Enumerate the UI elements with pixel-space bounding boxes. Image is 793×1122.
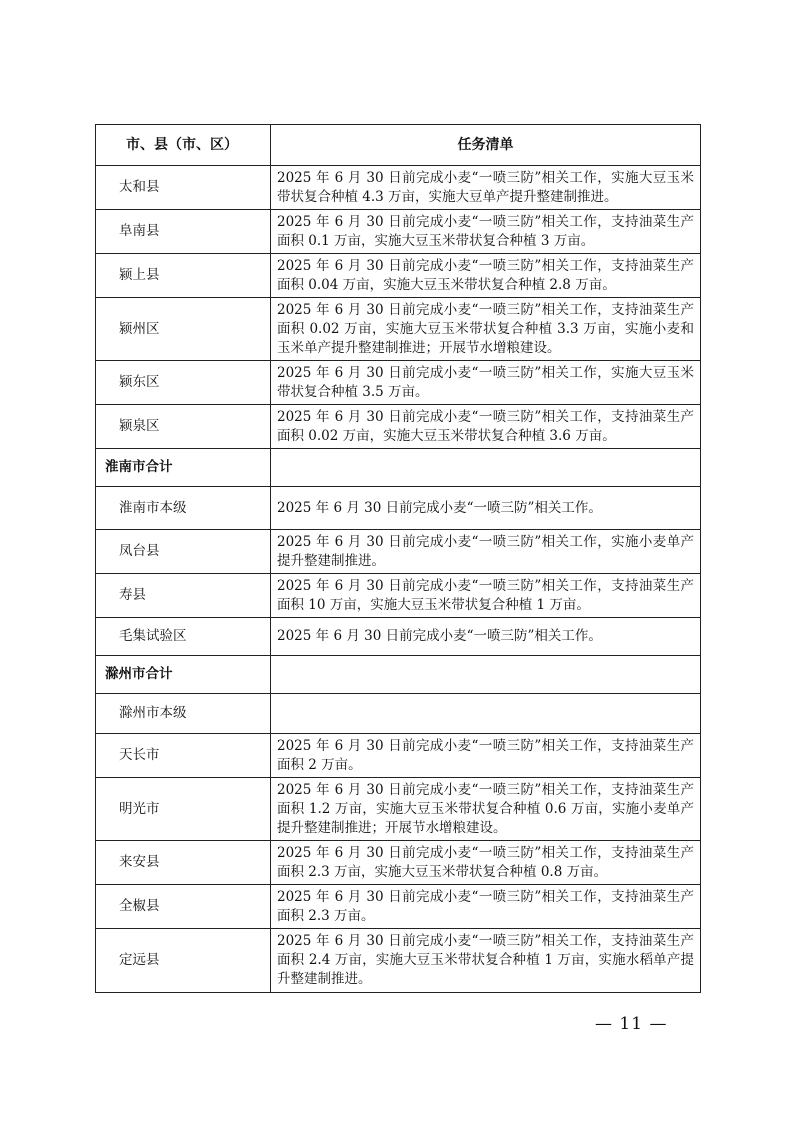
table-row bbox=[96, 298, 701, 361]
region-name-cell: 全椒县 bbox=[96, 885, 271, 929]
task-cell bbox=[271, 656, 701, 694]
task-cell: 2025 年 6 月 30 日前完成小麦“一喷三防”相关工作，实施小麦单产提升整建制推进。 bbox=[271, 530, 701, 574]
region-name-cell: 定远县 bbox=[96, 929, 271, 993]
subtotal-row bbox=[96, 449, 701, 487]
region-name-cell: 淮南市合计 bbox=[96, 449, 271, 487]
task-cell bbox=[271, 694, 701, 734]
region-name-cell: 太和县 bbox=[96, 166, 271, 210]
table-row bbox=[96, 734, 701, 778]
table-row bbox=[96, 210, 701, 254]
task-list-table bbox=[95, 124, 701, 993]
table-row bbox=[96, 361, 701, 405]
table-body bbox=[96, 166, 701, 993]
task-cell: 2025 年 6 月 30 日前完成小麦“一喷三防”相关工作，支持油菜生产面积 2.3 万亩。 bbox=[271, 885, 701, 929]
region-name-cell: 颍州区 bbox=[96, 298, 271, 361]
task-cell: 2025 年 6 月 30 日前完成小麦“一喷三防”相关工作。 bbox=[271, 487, 701, 530]
table-row bbox=[96, 254, 701, 298]
region-name-cell: 颍东区 bbox=[96, 361, 271, 405]
region-name-cell: 毛集试验区 bbox=[96, 618, 271, 656]
task-cell: 2025 年 6 月 30 日前完成小麦“一喷三防”相关工作，支持油菜生产面积 0.02 万亩，实施大豆玉米带状复合种植 3.6 万亩。 bbox=[271, 405, 701, 449]
region-name-cell: 滁州市本级 bbox=[96, 694, 271, 734]
task-cell: 2025 年 6 月 30 日前完成小麦“一喷三防”相关工作，实施大豆玉米带状复合种植 3.5 万亩。 bbox=[271, 361, 701, 405]
table-row bbox=[96, 929, 701, 993]
task-cell bbox=[271, 449, 701, 487]
task-cell: 2025 年 6 月 30 日前完成小麦“一喷三防”相关工作，支持油菜生产面积 2.3 万亩，实施大豆玉米带状复合种植 0.8 万亩。 bbox=[271, 841, 701, 885]
header-region: 市、县（市、区） bbox=[96, 125, 271, 166]
region-name-cell: 来安县 bbox=[96, 841, 271, 885]
subtotal-row bbox=[96, 656, 701, 694]
table-row bbox=[96, 166, 701, 210]
task-cell: 2025 年 6 月 30 日前完成小麦“一喷三防”相关工作，支持油菜生产面积 0.1 万亩，实施大豆玉米带状复合种植 3 万亩。 bbox=[271, 210, 701, 254]
task-cell: 2025 年 6 月 30 日前完成小麦“一喷三防”相关工作，支持油菜生产面积 2 万亩。 bbox=[271, 734, 701, 778]
table-row bbox=[96, 694, 701, 734]
table-row bbox=[96, 405, 701, 449]
task-cell: 2025 年 6 月 30 日前完成小麦“一喷三防”相关工作，支持油菜生产面积 10 万亩，实施大豆玉米带状复合种植 1 万亩。 bbox=[271, 574, 701, 618]
region-name-cell: 颍上县 bbox=[96, 254, 271, 298]
region-name-cell: 凤台县 bbox=[96, 530, 271, 574]
table-row bbox=[96, 487, 701, 530]
task-cell: 2025 年 6 月 30 日前完成小麦“一喷三防”相关工作，实施大豆玉米带状复合种植 4.3 万亩，实施大豆单产提升整建制推进。 bbox=[271, 166, 701, 210]
table-header-row bbox=[96, 125, 701, 166]
page-number: — 11 — bbox=[595, 1014, 668, 1034]
region-name-cell: 淮南市本级 bbox=[96, 487, 271, 530]
region-name-cell: 明光市 bbox=[96, 778, 271, 841]
table-row bbox=[96, 885, 701, 929]
task-cell: 2025 年 6 月 30 日前完成小麦“一喷三防”相关工作，支持油菜生产面积 2.4 万亩，实施大豆玉米带状复合种植 1 万亩，实施水稻单产提升整建制推进。 bbox=[271, 929, 701, 993]
table-row bbox=[96, 530, 701, 574]
task-cell: 2025 年 6 月 30 日前完成小麦“一喷三防”相关工作，支持油菜生产面积 1.2 万亩，实施大豆玉米带状复合种植 0.6 万亩，实施小麦单产提升整建制推进；开展节水增粮建设。 bbox=[271, 778, 701, 841]
table-row bbox=[96, 778, 701, 841]
region-name-cell: 颍泉区 bbox=[96, 405, 271, 449]
table-row bbox=[96, 841, 701, 885]
region-name-cell: 滁州市合计 bbox=[96, 656, 271, 694]
task-cell: 2025 年 6 月 30 日前完成小麦“一喷三防”相关工作，支持油菜生产面积 0.02 万亩，实施大豆玉米带状复合种植 3.3 万亩，实施小麦和玉米单产提升整建制推进；开展节水增粮建设。 bbox=[271, 298, 701, 361]
table-row bbox=[96, 618, 701, 656]
task-cell: 2025 年 6 月 30 日前完成小麦“一喷三防”相关工作。 bbox=[271, 618, 701, 656]
region-name-cell: 阜南县 bbox=[96, 210, 271, 254]
task-cell: 2025 年 6 月 30 日前完成小麦“一喷三防”相关工作，支持油菜生产面积 0.04 万亩，实施大豆玉米带状复合种植 2.8 万亩。 bbox=[271, 254, 701, 298]
table-row bbox=[96, 574, 701, 618]
region-name-cell: 天长市 bbox=[96, 734, 271, 778]
header-task-list: 任务清单 bbox=[271, 125, 701, 166]
region-name-cell: 寿县 bbox=[96, 574, 271, 618]
